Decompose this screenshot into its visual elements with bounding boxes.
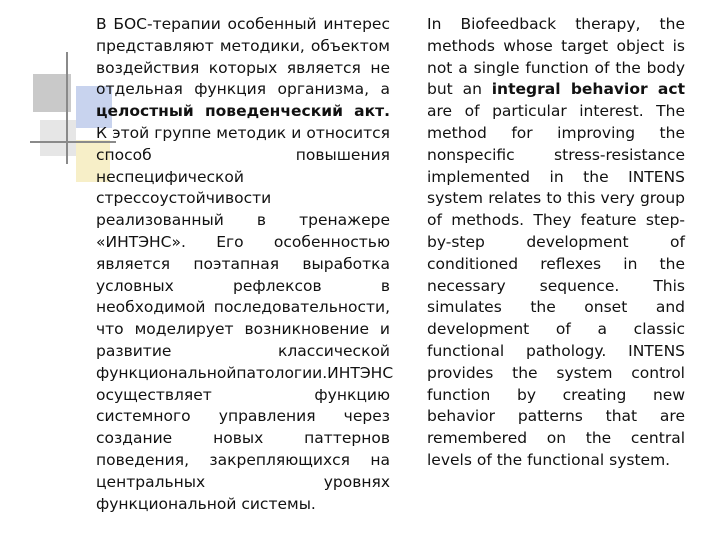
russian-text-end: К этой группе методик и относится способ повышения неспецифической стрессоустойчивости реализованный в тренажере «ИНТЭНС». Его особенностью является поэтапная выработка условных рефлексов в необходимой последовательности, что моделирует возникновение и развитие классической функциональнойпатологии.ИНТЭНС осуществляет функцию системного управления через создание новых паттернов поведения, закрепляющихся на центральных уровнях функциональной системы. [96, 123, 394, 513]
english-bold-phrase: integral behavior act [491, 80, 685, 99]
english-text-end: are of particular interest. The method for improving the nonspecific stress-resistance implemented in the INTENS system relates to this very group of methods. They feature step-by-step development of conditioned reflexes in the necessary sequence. This simulates the onset and development of a classic functional pathology. INTENS provides the system control function by creating new behavior patterns that are remembered on the central levels of the functional system. [427, 102, 685, 469]
light-gray-square [40, 120, 76, 156]
russian-bold-phrase: целостный поведенческий акт. [96, 102, 390, 121]
vertical-line [66, 52, 68, 164]
english-text-start: In Biofeedback therapy, the methods whose target object is not a single function of the body but an [427, 15, 685, 99]
russian-text-column [96, 14, 394, 515]
english-text-column [427, 14, 685, 472]
russian-text-start: В БОС-терапии особенный интерес представляют методики, объектом воздействия которых является не отдельная функция организма, а [96, 15, 390, 99]
